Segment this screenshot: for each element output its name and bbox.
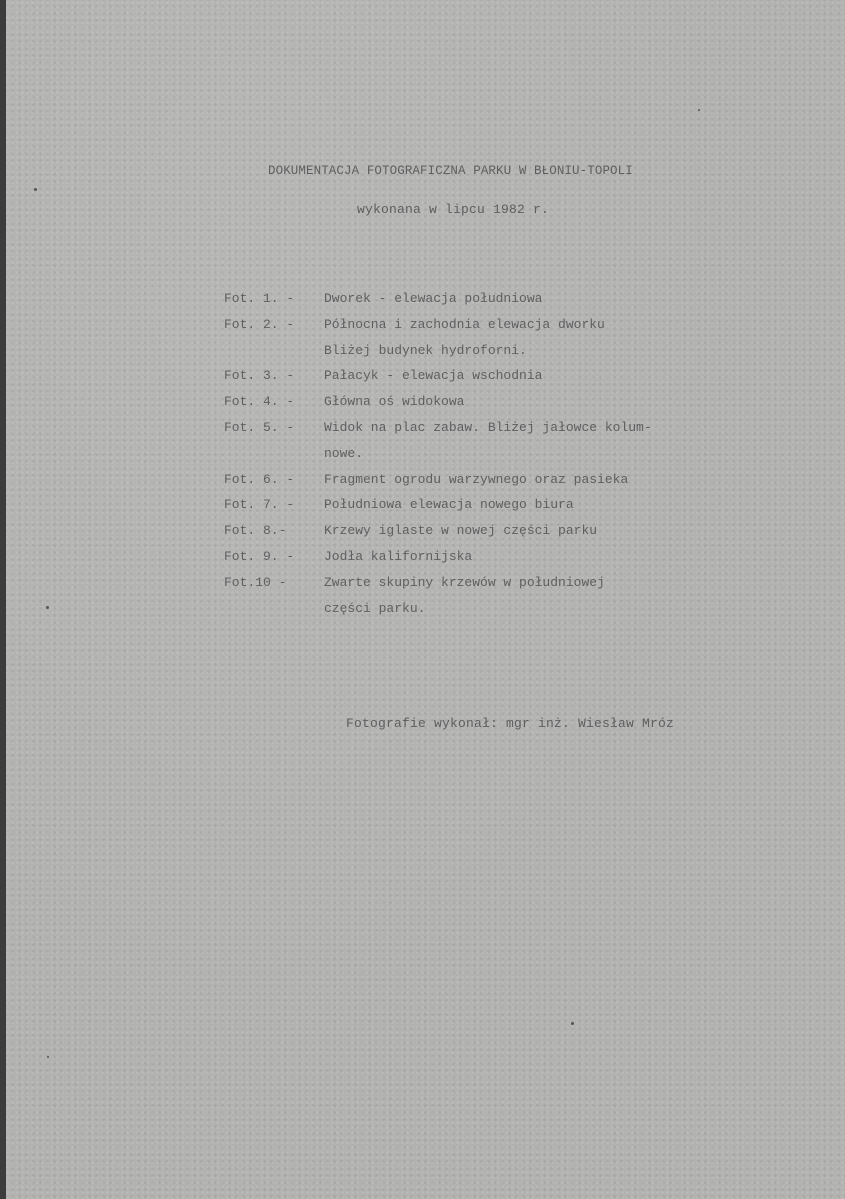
photo-item xyxy=(224,544,652,570)
paper-speck xyxy=(571,1022,574,1025)
photo-number: Fot.10 - xyxy=(224,574,287,590)
photo-item xyxy=(224,389,652,415)
photo-item xyxy=(224,518,652,544)
photo-description: Jodła kalifornijska xyxy=(324,548,473,564)
photo-description: Dworek - elewacja południowa xyxy=(324,291,543,306)
document-subtitle: wykonana w lipcu 1982 r. xyxy=(357,202,550,217)
photo-list xyxy=(224,286,652,621)
photo-description-continued: nowe. xyxy=(324,445,364,461)
photo-number: Fot. 7. - xyxy=(224,497,295,513)
photo-description: Krzewy iglaste w nowej części parku xyxy=(324,523,598,539)
photo-item xyxy=(224,312,652,364)
paper-speck xyxy=(698,109,700,111)
photo-description: Południowa elewacja nowego biura xyxy=(324,497,574,513)
photo-description: Fragment ogrodu warzywnego oraz pasieka xyxy=(324,471,629,487)
photo-description: Główna oś widokowa xyxy=(324,394,465,410)
photo-number: Fot. 8.- xyxy=(224,523,287,539)
photo-item xyxy=(224,415,652,467)
photo-item xyxy=(224,492,652,518)
photo-number: Fot. 6. - xyxy=(224,471,295,487)
document-title: DOKUMENTACJA FOTOGRAFICZNA PARKU W BŁONIU-TOPOLI xyxy=(268,164,633,178)
paper-speck xyxy=(47,1056,49,1058)
photo-description: Północna i zachodnia elewacja dworku xyxy=(324,316,605,332)
photo-number: Fot. 2. - xyxy=(224,316,295,332)
photo-number: Fot. 9. - xyxy=(224,548,295,564)
photo-number: Fot. 1. - xyxy=(224,291,295,306)
photo-item xyxy=(224,286,652,312)
photo-item xyxy=(224,467,652,493)
photo-item xyxy=(224,363,652,389)
photo-number: Fot. 5. - xyxy=(224,419,295,435)
photo-item xyxy=(224,570,652,622)
paper-speck xyxy=(46,606,49,609)
photo-description: Widok na plac zabaw. Bliżej jałowce kolum- xyxy=(324,419,652,435)
photo-description-continued: części parku. xyxy=(324,600,426,616)
photo-number: Fot. 4. - xyxy=(224,394,295,410)
photo-description-continued: Bliżej budynek hydroforni. xyxy=(324,342,527,358)
photographer-credit: Fotografie wykonał: mgr inż. Wiesław Mróz xyxy=(346,716,675,731)
photo-description: Pałacyk - elewacja wschodnia xyxy=(324,368,543,384)
paper-speck xyxy=(34,188,37,191)
photo-number: Fot. 3. - xyxy=(224,368,295,384)
photo-description: Zwarte skupiny krzewów w południowej xyxy=(324,574,605,590)
scan-edge xyxy=(0,0,6,1199)
